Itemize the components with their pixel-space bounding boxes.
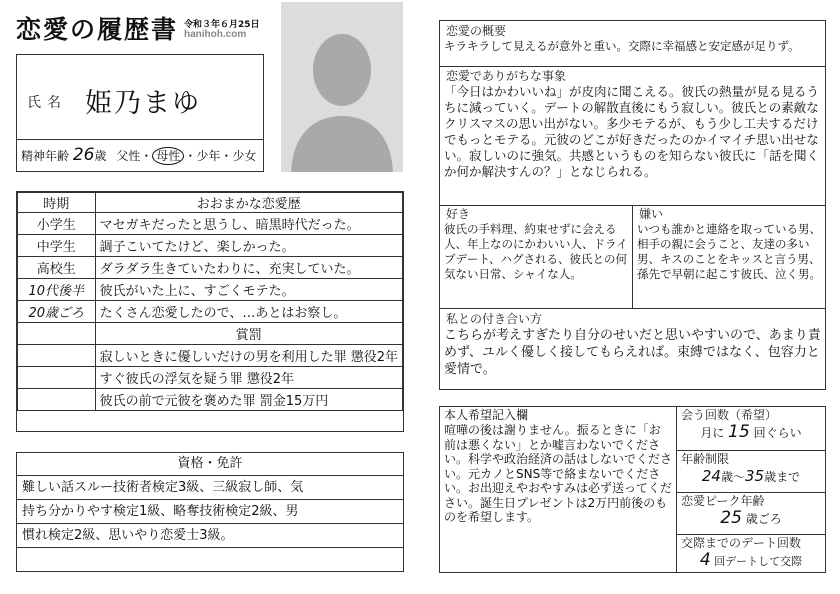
page-title: 恋愛の履歴書 [16, 15, 179, 44]
document-date: 令和３年６月25日 [184, 20, 260, 30]
preferences-box [676, 406, 826, 573]
history-table [16, 191, 404, 432]
wishes-text: 喧嘩の後は謝りません。振るときに「お前は悪くない」とか嘘言わないでください。科学や政治経済の話はしないでください。元カノとSNS等で絡まないでください。お出迎えやおやすみは必ず送ってください。誕生日プレゼントは2万円前後のものを希望します。 [444, 423, 673, 524]
profile-box [16, 54, 264, 172]
name-label: 氏名 [27, 95, 67, 111]
dates-count: 4 [699, 550, 711, 570]
dates-row: 4 回デートして交際 [699, 550, 803, 570]
qualifications-box [16, 452, 404, 572]
history-row: 中学生 調子こいてたけど、楽しかった。 [18, 235, 403, 257]
wishes-title: 本人希望記入欄 [444, 408, 529, 422]
common-title: 恋愛でありがちな事象 [446, 69, 567, 83]
col-period: 時期 [18, 193, 96, 213]
mental-age-row: 精神年齢 26歳 父性・ 母性 ・少年・少女 [21, 145, 257, 165]
attr-father: 父性 [116, 149, 141, 163]
col-summary: おおまかな恋愛歴 [95, 193, 402, 213]
avatar [281, 2, 403, 172]
overview-title: 恋愛の概要 [446, 24, 507, 38]
dates-title: 交際までのデート回数 [681, 536, 802, 550]
history-row: 小学生 マセガキだったと思うし、暗黒時代だった。 [18, 213, 403, 235]
dislikes-text: いつも誰かと連絡を取っている男、相手の親に会うこと、友達の多い男、キスのことをキッスと言う男、孫先で早朝に起こす彼氏、泣く男。 [637, 222, 821, 281]
meet-title: 会う回数（希望） [681, 408, 778, 422]
qualifications-title: 資格・免許 [17, 453, 403, 476]
dislikes-title: 嫌い [639, 207, 664, 221]
likes-text: 彼氏の手料理、約束せずに会える人、年上なのにかわいい人、ドライブデート、ハグされる、彼氏との何気ない日常、シャイな人。 [444, 222, 628, 281]
name-value: 姫乃まゆ [85, 88, 201, 119]
meet-count: 15 [728, 422, 750, 442]
site-watermark: hanihoh.com [184, 29, 247, 40]
mental-age-label: 精神年齢 [21, 149, 70, 163]
relation-title: 私との付き合い方 [446, 312, 543, 326]
likes-title: 好き [446, 207, 471, 221]
attr-youth: 少年・少女 [196, 149, 257, 163]
punishment-row: 彼氏の前で元彼を褒めた罪 罰金15万円 [18, 389, 403, 411]
qualification-line: 持ち分かりやす検定1級、略奪技術検定2級、男 [17, 500, 403, 524]
common-text: 「今日はかわいいね」が皮肉に聞こえる。彼氏の熱量が見る見るうちに減っていく。デートの解散直後にもう寂しい。彼氏との素敵なクリスマスの思い出がない。多少モテるが、もう少し工夫するだけでもっとモテる。元彼のどこが好きだったのかイマイチ思い出せない。寂しいのに強気。共感というものを知らない彼氏に「話を聞くか何か解決すんの？」となじられる。 [444, 84, 820, 179]
age-unit: 歳 [94, 149, 107, 163]
age-max: 35 [745, 467, 765, 485]
qualification-line [17, 548, 403, 572]
qualification-line: 慣れ検定2級、思いやり恋愛士3級。 [17, 524, 403, 548]
age-limit-row: 24歳～35歳まで [701, 467, 801, 485]
age-min: 24 [701, 467, 721, 485]
history-row: 10代後半 彼氏がいた上に、すごくモテた。 [18, 279, 403, 301]
age-limit-title: 年齢制限 [681, 452, 730, 466]
relation-text: こちらが考えすぎたり自分のせいだと思いやすいので、あまり責めず、ユルく優しく接してもらえれば。束縛ではなく、包容力と愛情で。 [444, 328, 821, 377]
punishment-header: 賞罰 [95, 323, 402, 345]
history-row: 20歳ごろ たくさん恋愛したので、…あとはお察し。 [18, 301, 403, 323]
qualification-line: 難しい話スルー技術者検定3級、三級寂し師、気 [17, 476, 403, 500]
person-silhouette-icon [281, 2, 403, 172]
peak-title: 恋愛ピーク年齢 [681, 494, 765, 508]
attr-mother: 母性 [152, 147, 184, 165]
overview-text: キラキラして見えるが意外と重い。交際に幸福感と安定感が足りず。 [444, 39, 800, 53]
peak-row: 25 歳ごろ [720, 508, 782, 528]
mental-age-value: 26 [72, 145, 95, 165]
punishment-row: すぐ彼氏の浮気を疑う罪 懲役2年 [18, 367, 403, 389]
wishes-box [439, 406, 677, 573]
punishment-row: 寂しいときに優しいだけの男を利用した罪 懲役2年 [18, 345, 403, 367]
meet-value-row: 月に 15 回ぐらい [700, 422, 802, 442]
peak-age: 25 [720, 508, 742, 528]
history-row: 高校生 ダラダラ生きていたわりに、充実していた。 [18, 257, 403, 279]
love-summary-box [439, 20, 826, 390]
